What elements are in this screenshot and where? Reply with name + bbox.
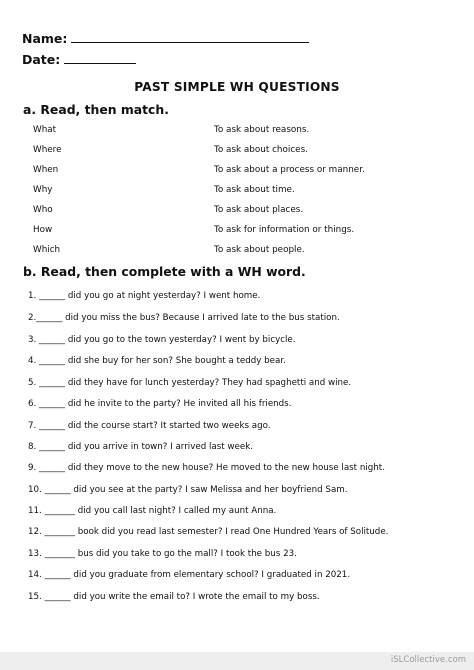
question-item[interactable]: 4. ______ did she buy for her son? She bought a teddy bear.	[28, 356, 286, 366]
wh-use: To ask about people.	[214, 245, 305, 255]
question-item[interactable]: 7. ______ did the course start? It started two weeks ago.	[28, 421, 271, 431]
question-item[interactable]: 10. ______ did you see at the party? I saw Melissa and her boyfriend Sam.	[28, 485, 348, 495]
question-item[interactable]: 12. _______ book did you read last semester? I read One Hundred Years of Solitude.	[28, 527, 389, 537]
wh-word: Why	[33, 185, 53, 195]
question-item[interactable]: 15. ______ did you write the email to? I wrote the email to my boss.	[28, 592, 320, 602]
name-label: Name:	[22, 31, 68, 46]
wh-use: To ask about time.	[214, 185, 295, 195]
name-blank[interactable]	[71, 30, 309, 43]
match-row	[0, 165, 474, 179]
watermark-text: iSLCollective.com	[390, 655, 466, 665]
wh-use: To ask about places.	[214, 205, 304, 215]
question-item[interactable]: 13. _______ bus did you take to go the mall? I took the bus 23.	[28, 549, 297, 559]
wh-word: Where	[33, 145, 62, 155]
question-item[interactable]: 9. ______ did they move to the new house? He moved to the new house last night.	[28, 463, 385, 473]
wh-use: To ask for information or things.	[214, 225, 355, 235]
section-a-heading: a. Read, then match.	[23, 102, 169, 117]
date-label: Date:	[22, 52, 61, 67]
wh-word: Who	[33, 205, 53, 215]
date-blank[interactable]	[64, 51, 136, 64]
match-row	[0, 245, 474, 259]
wh-use: To ask about a process or manner.	[214, 165, 365, 175]
question-item[interactable]: 5. ______ did they have for lunch yesterday? They had spaghetti and wine.	[28, 378, 352, 388]
question-item[interactable]: 11. _______ did you call last night? I called my aunt Anna.	[28, 506, 277, 516]
question-item[interactable]: 1. ______ did you go at night yesterday? I went home.	[28, 291, 261, 301]
match-row	[0, 205, 474, 219]
wh-word: How	[33, 225, 53, 235]
worksheet-title: PAST SIMPLE WH QUESTIONS	[134, 80, 340, 94]
section-b-heading: b. Read, then complete with a WH word.	[23, 264, 306, 279]
wh-use: To ask about choices.	[214, 145, 308, 155]
match-row	[0, 125, 474, 139]
wh-use: To ask about reasons.	[214, 125, 310, 135]
wh-word: What	[33, 125, 57, 135]
name-field-line	[22, 30, 309, 46]
question-item[interactable]: 2.______ did you miss the bus? Because I arrived late to the bus station.	[28, 313, 340, 323]
question-item[interactable]: 14. ______ did you graduate from elementary school? I graduated in 2021.	[28, 570, 351, 580]
wh-word: When	[33, 165, 59, 175]
question-item[interactable]: 6. ______ did he invite to the party? He invited all his friends.	[28, 399, 292, 409]
match-row	[0, 225, 474, 239]
question-item[interactable]: 3. ______ did you go to the town yesterday? I went by bicycle.	[28, 335, 296, 345]
date-field-line	[22, 51, 136, 67]
wh-word: Which	[33, 245, 61, 255]
question-item[interactable]: 8. ______ did you arrive in town? I arrived last week.	[28, 442, 253, 452]
match-row	[0, 185, 474, 199]
match-row	[0, 145, 474, 159]
